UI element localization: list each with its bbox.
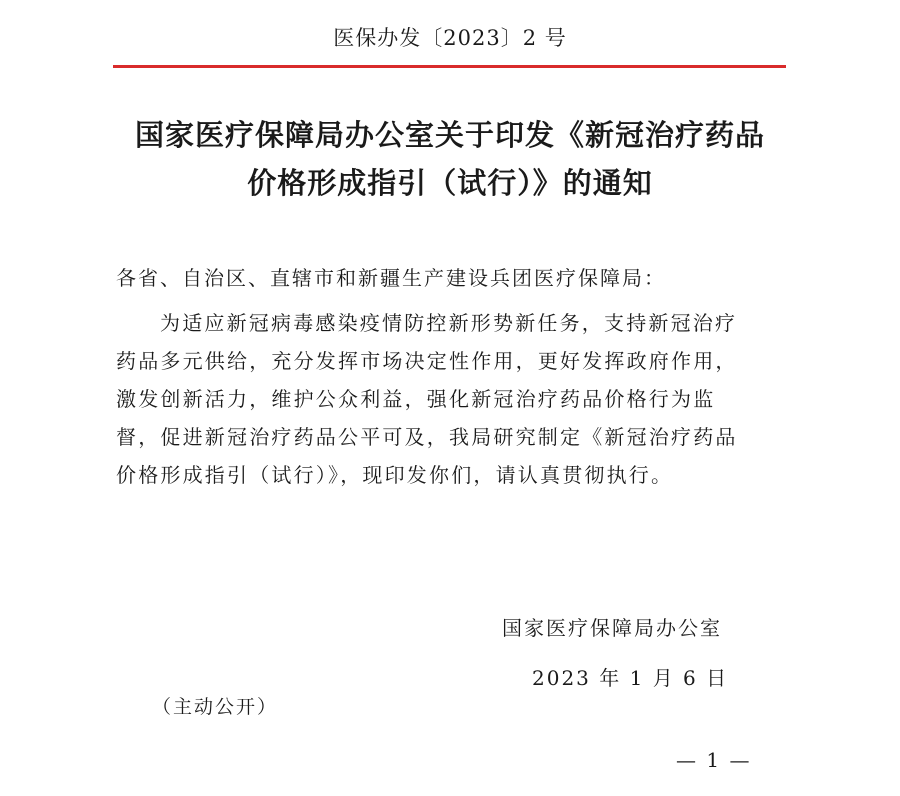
body-paragraph <box>116 304 786 494</box>
title-line-2: 价格形成指引（试行）》的通知 <box>247 166 653 200</box>
body-line: 药品多元供给，充分发挥市场决定性作用，更好发挥政府作用， <box>116 349 738 373</box>
body-line: 激发创新活力，维护公众利益，强化新冠治疗药品价格行为监 <box>116 387 716 411</box>
body-line: 价格形成指引（试行）》，现印发你们，请认真贯彻执行。 <box>116 463 674 487</box>
body-line: 督，促进新冠治疗药品公平可及，我局研究制定《新冠治疗药品 <box>116 425 738 449</box>
page-number: — 1 — <box>676 748 752 772</box>
document-number: 医保办发〔2023〕2 号 <box>333 26 567 50</box>
signature-date: 2023 年 1 月 6 日 <box>532 666 729 690</box>
addressee: 各省、自治区、直辖市和新疆生产建设兵团医疗保障局： <box>116 266 666 290</box>
disclosure-notice: （主动公开） <box>152 696 279 718</box>
signature-organization: 国家医疗保障局办公室 <box>502 616 722 640</box>
red-header-rule <box>113 65 786 68</box>
title-line-1: 国家医疗保障局办公室关于印发《新冠治疗药品 <box>134 118 765 152</box>
body-line: 为适应新冠病毒感染疫情防控新形势新任务，支持新冠治疗 <box>160 311 738 335</box>
document-title <box>110 111 790 207</box>
